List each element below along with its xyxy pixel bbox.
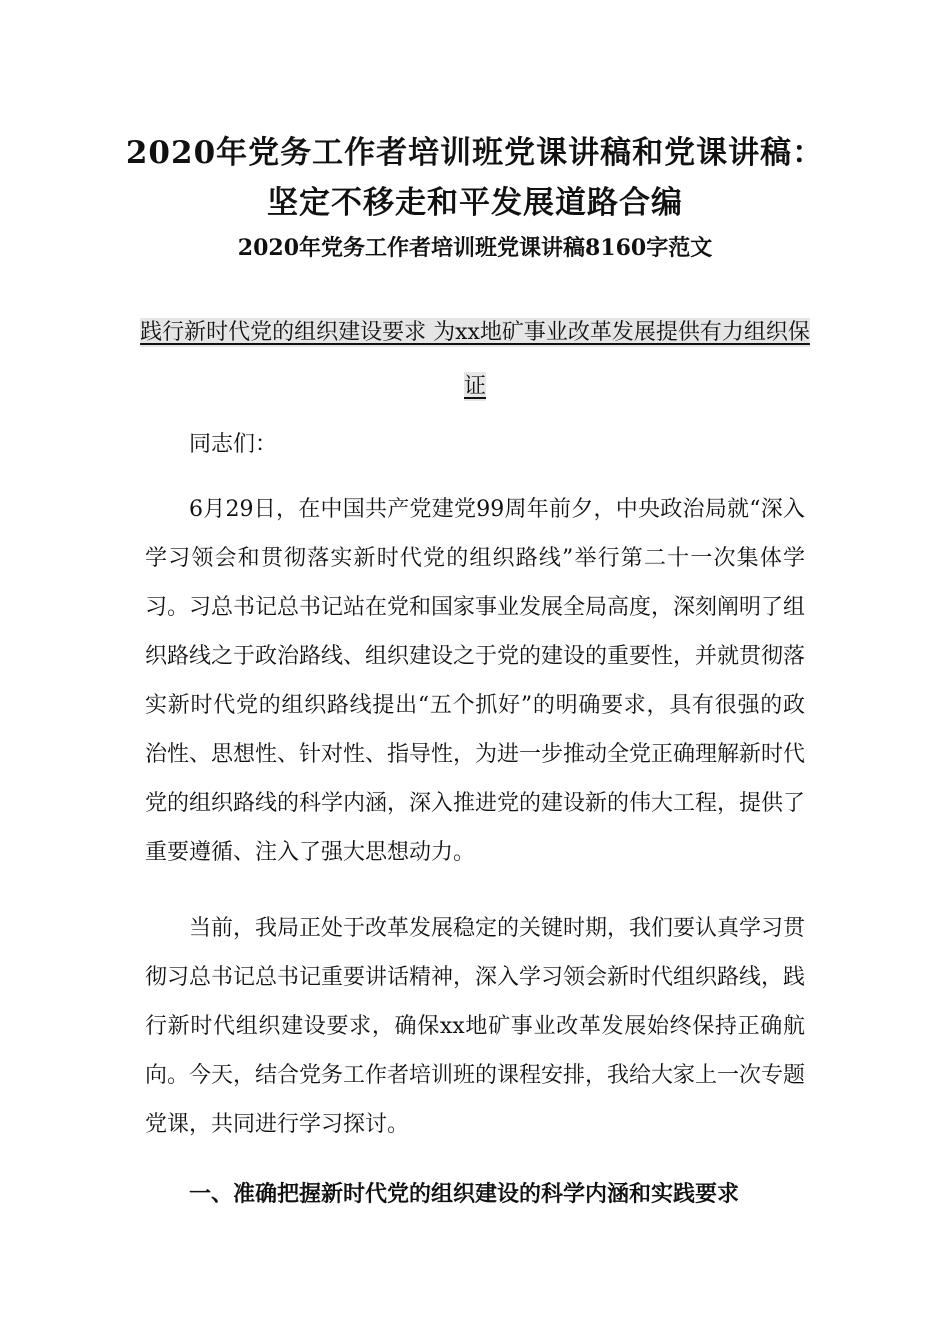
salutation: 同志们： [189, 432, 278, 457]
body-paragraph-2: 当前，我局正处于改革发展稳定的关键时期，我们要认真学习贯彻习总书记总书记重要讲话精神，深入学习领会新时代组织路线，践行新时代组织建设要求，确保xx地矿事业改革发展始终保持正确航向。今天，结合党务工作者培训班的课程安排，我给大家上一次专题党课，共同进行学习探讨。 [145, 916, 806, 1137]
document-title: 2020年党务工作者培训班党课讲稿和党课讲稿：坚定不移走和平发展道路合编 [125, 135, 825, 221]
speech-title [140, 306, 810, 414]
section-title: 2020年党务工作者培训班党课讲稿8160字范文 [237, 235, 713, 261]
section-heading-1: 一、准确把握新时代党的组织建设的科学内涵和实践要求 [189, 1181, 740, 1207]
speech-title-text: 践行新时代党的组织建设要求 为xx地矿事业改革发展提供有力组织保证 [140, 320, 810, 399]
body-paragraph-1: 6月29日，在中国共产党建党99周年前夕，中央政治局就“深入学习领会和贯彻落实新时代党的组织路线”举行第二十一次集体学习。习总书记总书记站在党和国家事业发展全局高度，深刻阐明了组织路线之于政治路线、组织建设之于党的建设的重要性，并就贯彻落实新时代党的组织路线提出“五个抓好”的明确要求，具有很强的政治性、思想性、针对性、指导性，为进一步推动全党正确理解新时代党的组织路线的科学内涵，深入推进党的建设新的伟大工程，提供了重要遵循、注入了强大思想动力。 [145, 497, 806, 865]
